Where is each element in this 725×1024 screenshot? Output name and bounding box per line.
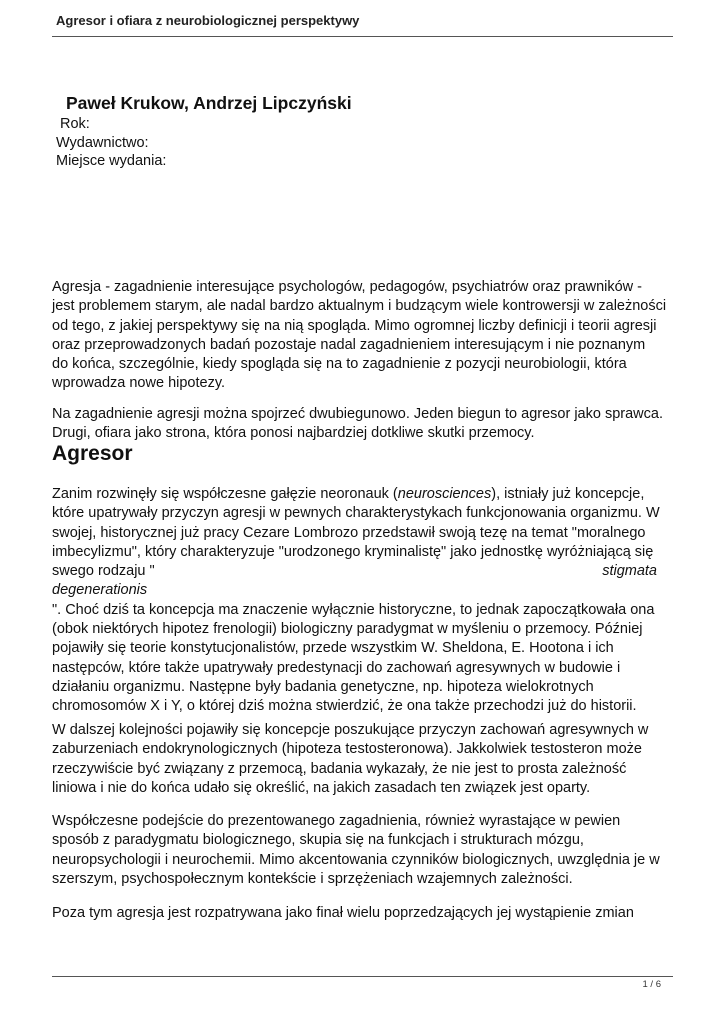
- text-line: które upatrywały przyczyn agresji w pewnych charakterystykach funkcjonowania organizmu. W: [52, 505, 660, 522]
- text-line: Na zagadnienie agresji można spojrzeć dwubiegunowo. Jeden biegun to agresor jako sprawca.: [52, 406, 663, 422]
- text-span: Zanim rozwinęły się współczesne gałęzie neoronauk (: [52, 486, 398, 502]
- section-heading-agresor: Agresor: [52, 442, 133, 465]
- text-line: Agresja - zagadnienie interesujące psychologów, pedagogów, psychiatrów oraz prawników -: [52, 279, 643, 295]
- intro-paragraph: [52, 278, 674, 394]
- text-line: do końca, szczególnie, kiedy spogląda się na to zagadnienie z pozycji neurobiologii, która: [52, 356, 627, 373]
- text-line: ". Choć dziś ta koncepcja ma znaczenie wyłącznie historyczne, to jednak zapoczątkowała ona: [52, 601, 655, 618]
- place-label: Miejsce wydania:: [56, 153, 167, 169]
- text-line: pojawiły się teorie konstytucjonalistów, przede wszystkim W. Sheldona, E. Hootona i ich: [52, 640, 614, 657]
- text-line: imbecylizmu", który charakteryzuje "urodzonego kryminalistę" jako jednostkę wyróżniającą się: [52, 543, 654, 560]
- text-line: szerszym, psychospołecznym kontekście i sprzężeniach wzajemnych zależności.: [52, 870, 573, 887]
- agresor-paragraph-4: [52, 904, 674, 923]
- text-line: liniowa i nie do końca udało się określić, na jakich zasadach ten związek jest oparty.: [52, 779, 591, 796]
- text-line: [52, 562, 657, 581]
- text-line: sposób z paradygmatu biologicznego, skupia się na funkcjach i strukturach mózgu,: [52, 832, 584, 849]
- text-line: (obok niektórych hipotez frenologii) biologiczny paradygmat w myśleniu o przemocy. Później: [52, 621, 643, 638]
- text-span: ), istniały już koncepcje,: [491, 486, 645, 502]
- text-line: Poza tym agresja jest rozpatrywana jako finał wielu poprzedzających jej wystąpienie zmian: [52, 905, 634, 921]
- text-line: jest problemem starym, ale nadal bardzo aktualnym i budzącym wiele kontrowersji w zależności: [52, 298, 667, 315]
- footer-divider: [52, 976, 673, 977]
- agresor-paragraph-2: [52, 721, 674, 798]
- text-line: działaniu organizmu. Następne były badania genetyczne, np. hipoteza wielokrotnych: [52, 678, 594, 695]
- text-line: swojej, historycznej już pracy Cezare Lombrozo przedstawił swoją tezę na temat "moralnego: [52, 524, 646, 541]
- running-header-title: Agresor i ofiara z neurobiologicznej perspektywy: [56, 13, 360, 28]
- text-line: wprowadza nowe hipotezy.: [52, 375, 226, 392]
- agresor-paragraph-3: [52, 812, 674, 889]
- text-line: od tego, z jakiej perspektywy się na nią spogląda. Mimo ogromnej liczby definicji i teorii agresji: [52, 317, 657, 334]
- text-line: rzeczywiście być związany z przemocą, badania wykazały, że nie jest to prosta zależność: [52, 760, 627, 777]
- text-line: oraz przeprowadzonych badań pozostaje nadal zagadnieniem interesującym i nie poznanym: [52, 336, 646, 353]
- text-line: [52, 485, 674, 504]
- publisher-label: Wydawnictwo:: [56, 135, 149, 151]
- text-line: zaburzeniach endokrynologicznych (hipoteza testosteronowa). Jakkolwiek testosteron może: [52, 741, 642, 758]
- italic-term-neurosciences: neurosciences: [397, 486, 492, 502]
- agresor-paragraph-1: [52, 485, 674, 717]
- authors: Paweł Krukow, Andrzej Lipczyński: [66, 93, 352, 113]
- italic-term-degenerationis: degenerationis: [52, 582, 148, 599]
- page-number: 1 / 6: [642, 979, 661, 990]
- text-line: chromosomów X i Y, o której dziś można stwierdzić, że ona także przechodzi już do historii.: [52, 698, 637, 715]
- text-line: Drugi, ofiara jako strona, która ponosi najbardziej dotkliwe skutki przemocy.: [52, 425, 535, 442]
- text-line: W dalszej kolejności pojawiły się koncepcje poszukujące przyczyn zachowań agresywnych w: [52, 722, 649, 738]
- year-label: Rok:: [60, 116, 90, 132]
- text-line: następców, które także upatrywały predestynacji do zachowań agresywnych w budowie i: [52, 659, 621, 676]
- text-line: Współczesne podejście do prezentowanego zagadnienia, również wyrastające w pewien: [52, 813, 621, 829]
- text-line: neuropsychologii i neurochemii. Mimo akcentowania czynników biologicznych, uwzględnia je w: [52, 851, 660, 868]
- italic-term-stigmata: stigmata: [602, 563, 657, 580]
- header-divider: [52, 36, 673, 37]
- bipolar-paragraph: [52, 405, 674, 444]
- text-span: swego rodzaju ": [52, 563, 155, 580]
